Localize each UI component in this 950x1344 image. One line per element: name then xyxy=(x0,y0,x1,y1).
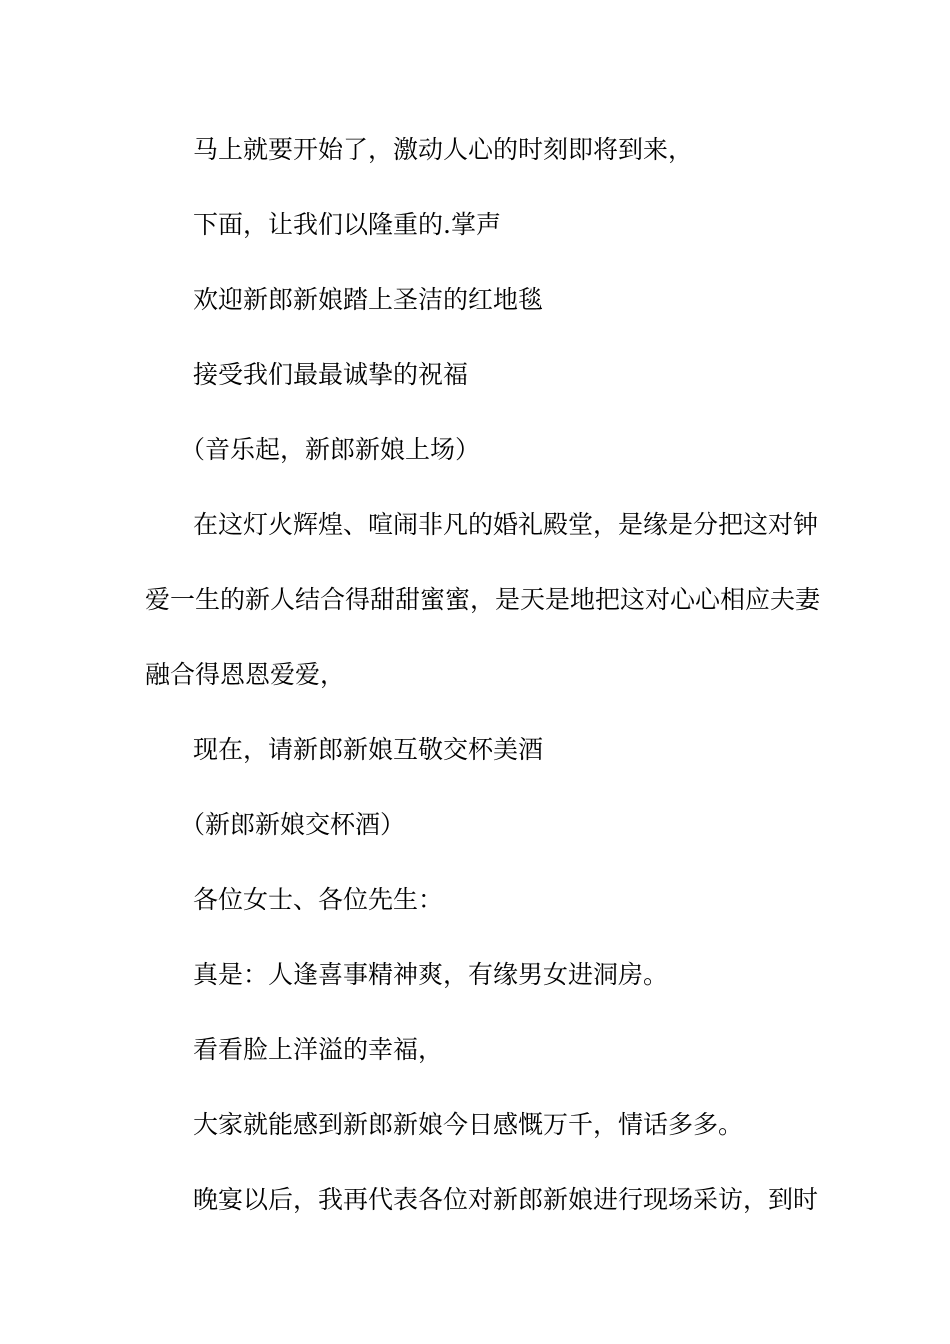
paragraph-line-13: 看看脸上洋溢的幸福， xyxy=(193,1035,444,1064)
paragraph-line-3: 欢迎新郎新娘踏上圣洁的红地毯 xyxy=(193,285,544,314)
paragraph-line-15: 晚宴以后，我再代表各位对新郎新娘进行现场采访，到时 xyxy=(193,1185,819,1214)
paragraph-line-4: 接受我们最最诚挚的祝福 xyxy=(193,360,469,389)
paragraph-line-9: 现在，请新郎新娘互敬交杯美酒 xyxy=(193,735,544,764)
paragraph-line-1: 马上就要开始了，激动人心的时刻即将到来， xyxy=(193,135,694,164)
paragraph-line-2: 下面，让我们以隆重的.掌声 xyxy=(193,210,501,239)
paragraph-line-6: 在这灯火辉煌、喧闹非凡的婚礼殿堂，是缘是分把这对钟 xyxy=(193,510,819,539)
stage-direction-2: （新郎新娘交杯酒） xyxy=(180,810,406,839)
paragraph-line-14: 大家就能感到新郎新娘今日感慨万千，情话多多。 xyxy=(193,1110,744,1139)
paragraph-line-7: 爱一生的新人结合得甜甜蜜蜜，是天是地把这对心心相应夫妻 xyxy=(145,585,821,614)
paragraph-line-8: 融合得恩恩爱爱， xyxy=(145,660,346,689)
paragraph-line-11: 各位女士、各位先生： xyxy=(193,885,444,914)
paragraph-line-12: 真是：人逢喜事精神爽，有缘男女进洞房。 xyxy=(193,960,669,989)
stage-direction-1: （音乐起，新郎新娘上场） xyxy=(180,435,481,464)
